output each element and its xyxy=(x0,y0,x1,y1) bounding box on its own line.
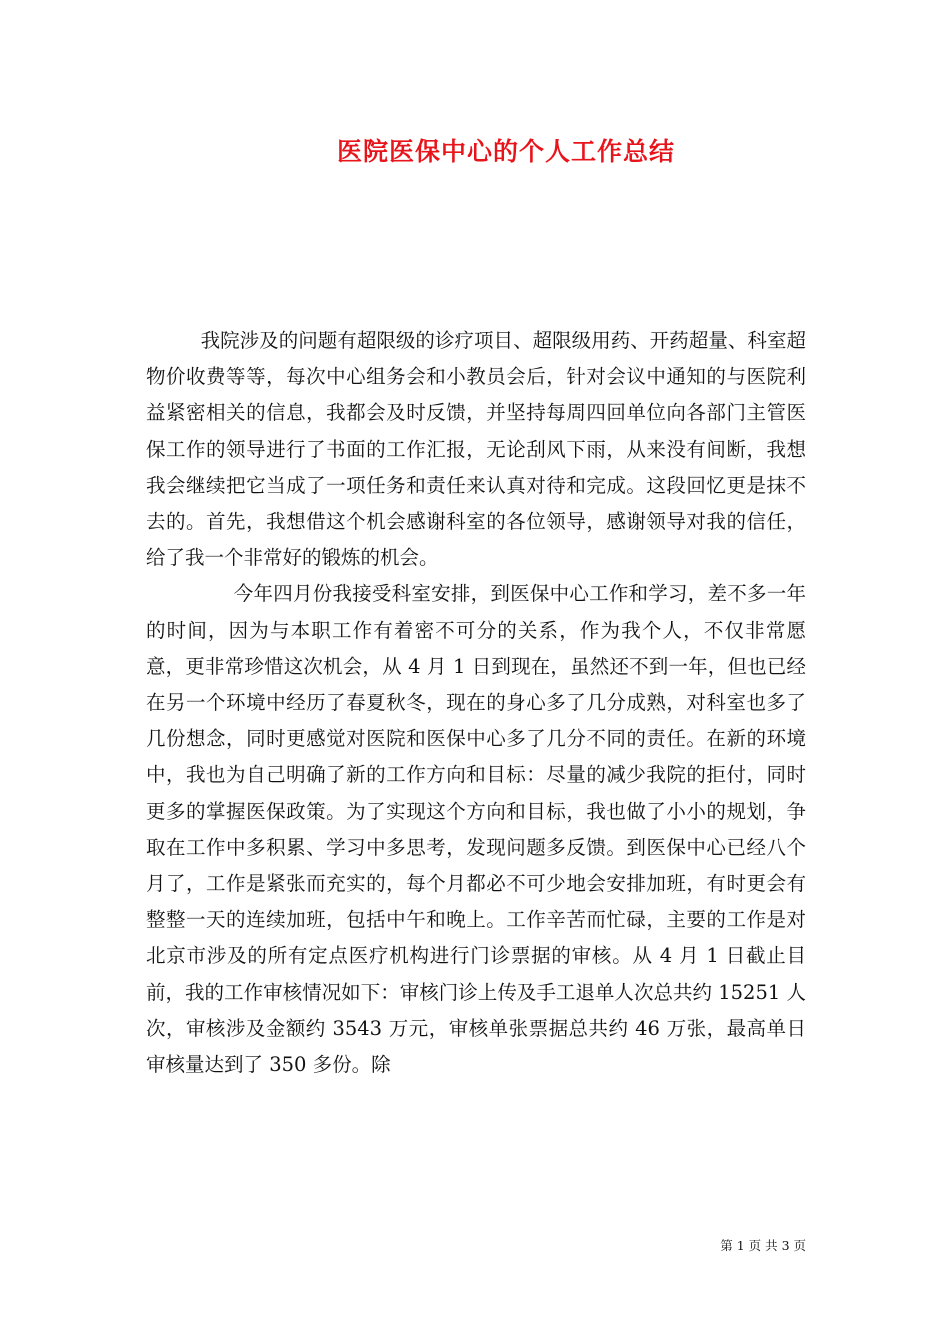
document-body xyxy=(146,323,806,1083)
document-title: 医院医保中心的个人工作总结 xyxy=(336,137,675,166)
paragraph-1: 我院涉及的问题有超限级的诊疗项目、超限级用药、开药超量、科室超物价收费等等，每次中心组务会和小教员会后，针对会议中通知的与医院利益紧密相关的信息，我都会及时反馈，并坚持每周四回单位向各部门主管医保工作的领导进行了书面的工作汇报，无论刮风下雨，从来没有间断，我想我会继续把它当成了一项任务和责任来认真对待和完成。这段回忆更是抹不去的。首先，我想借这个机会感谢科室的各位领导，感谢领导对我的信任，给了我一个非常好的锻炼的机会。 xyxy=(146,329,806,570)
page-number: 第 1 页 共 3 页 xyxy=(720,1238,806,1253)
paragraph-2: 今年四月份我接受科室安排，到医保中心工作和学习，差不多一年的时间，因为与本职工作有着密不可分的关系，作为我个人，不仅非常愿意，更非常珍惜这次机会，从 4 月 1 日到现在，虽然还不到一年，但也已经在另一个环境中经历了春夏秋冬，现在的身心多了几分成熟，对科室也多了几份想念，同时更感觉对医院和医保中心多了几分不同的责任。在新的环境中，我也为自己明确了新的工作方向和目标：尽量的减少我院的拒付，同时更多的掌握医保政策。为了实现这个方向和目标，我也做了小小的规划，争取在工作中多积累、学习中多思考，发现问题多反馈。到医保中心已经八个月了，工作是紧张而充实的，每个月都必不可少地会安排加班，有时更会有整整一天的连续加班，包括中午和晚上。工作辛苦而忙碌，主要的工作是对北京市涉及的所有定点医疗机构进行门诊票据的审核。从 4 月 1 日截止目前，我的工作审核情况如下：审核门诊上传及手工退单人次总共约 15251 人次，审核涉及金额约 3543 万元，审核单张票据总共约 46 万张，最高单日审核量达到了 350 多份。除 xyxy=(146,582,806,1077)
